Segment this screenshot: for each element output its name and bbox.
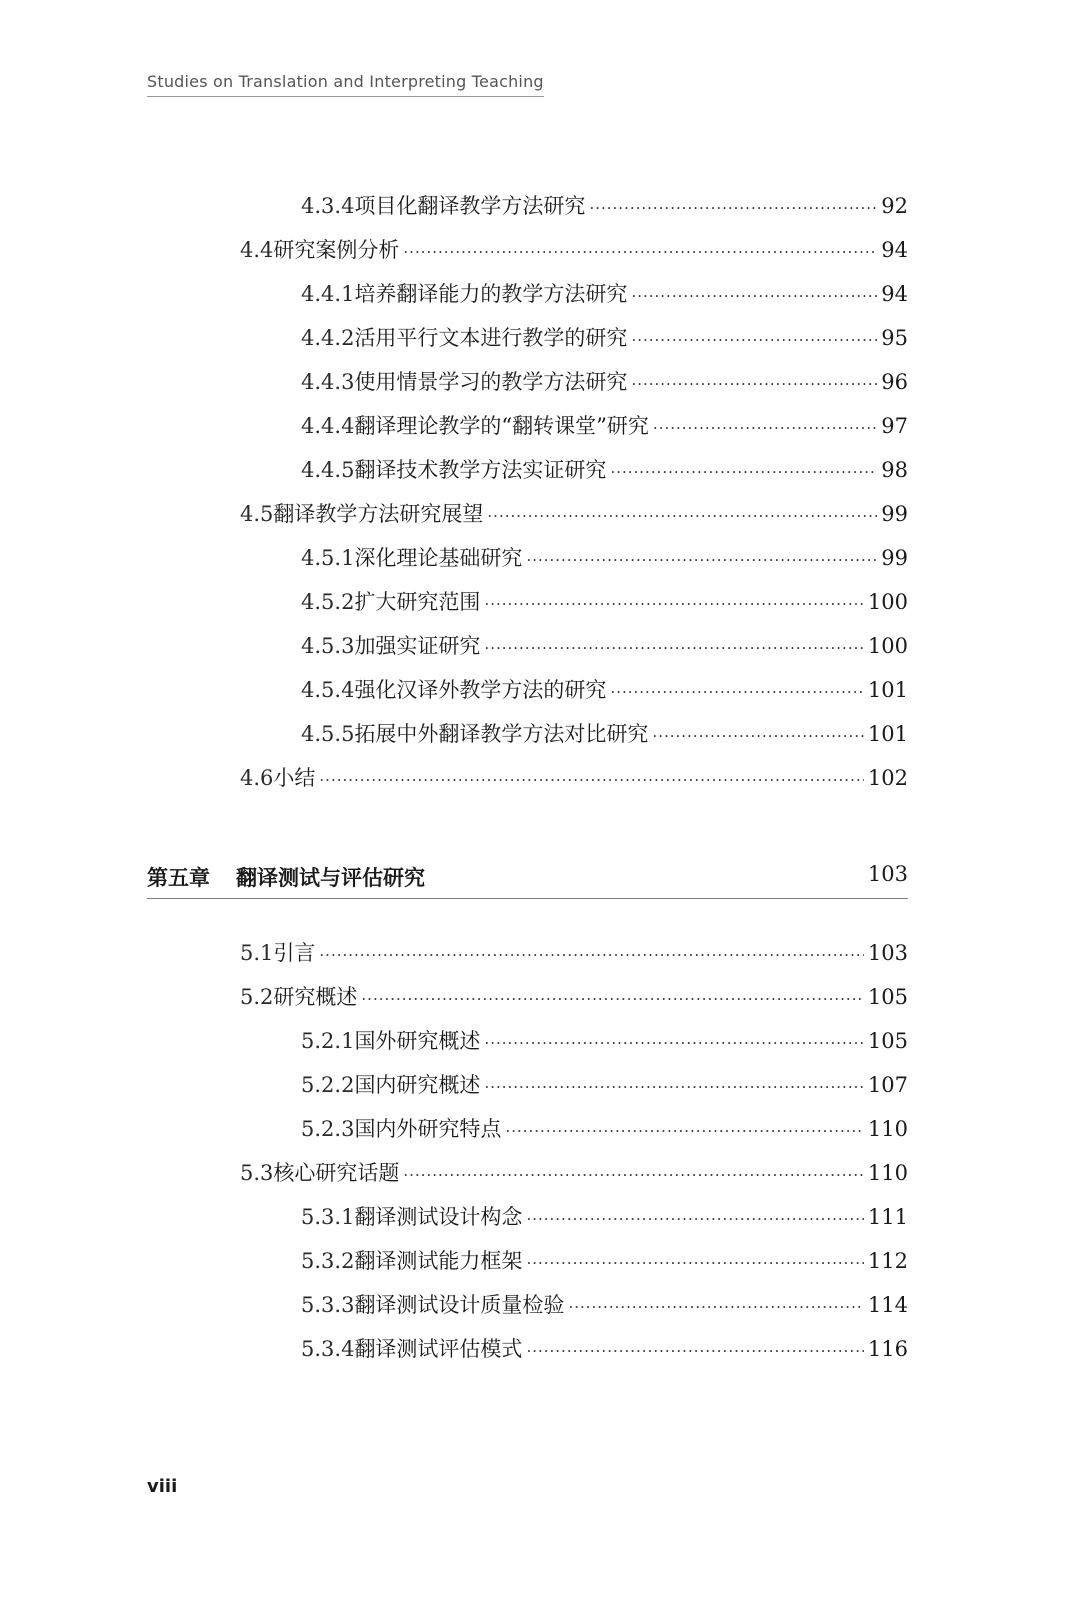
toc-entry[interactable] (301, 191, 908, 221)
toc-entry-page: 112 (867, 1249, 908, 1273)
toc-entry-title: 翻译测试设计质量检验 (354, 1293, 565, 1317)
toc-entry-page: 101 (867, 722, 908, 746)
dot-leader (526, 545, 877, 575)
dot-leader (484, 633, 863, 663)
dot-leader (631, 281, 877, 311)
toc-entry[interactable] (240, 763, 908, 793)
toc-entry[interactable] (301, 1246, 908, 1276)
toc-entry-page: 111 (867, 1205, 908, 1229)
toc-entry-page: 101 (867, 678, 908, 702)
toc-entry-page: 114 (867, 1293, 908, 1317)
toc-entry[interactable] (301, 1290, 908, 1320)
toc-entry-title: 翻译技术教学方法实证研究 (354, 458, 607, 482)
toc-entry-number: 4.4.1 (301, 282, 355, 306)
chapter-heading[interactable] (147, 862, 908, 899)
toc-entry[interactable] (301, 279, 908, 309)
dot-leader (403, 1160, 864, 1190)
toc-entry-number: 5.3 (240, 1161, 274, 1185)
toc-entry-number: 4.6 (240, 766, 274, 790)
toc-entry[interactable] (301, 367, 908, 397)
toc-entry-title: 拓展中外翻译教学方法对比研究 (354, 722, 649, 746)
toc-entry-page: 103 (867, 941, 908, 965)
toc-entry-title: 翻译理论教学的“翻转课堂”研究 (354, 414, 649, 438)
toc-entry[interactable] (301, 1070, 908, 1100)
toc-entry-page: 99 (881, 546, 908, 570)
toc-entry-page: 110 (867, 1161, 908, 1185)
toc-entry-number: 4.5.5 (301, 722, 355, 746)
toc-entry-page: 95 (881, 326, 908, 350)
toc-entry-number: 5.3.1 (301, 1205, 355, 1229)
toc-entry-title: 培养翻译能力的教学方法研究 (354, 282, 628, 306)
toc-entry-number: 5.2 (240, 985, 274, 1009)
toc-entry-title: 小结 (273, 766, 316, 790)
toc-entry-number: 5.1 (240, 941, 274, 965)
toc-entry-page: 99 (881, 502, 908, 526)
toc-entry-number: 5.2.2 (301, 1073, 355, 1097)
dot-leader (610, 677, 863, 707)
toc-entry-title: 强化汉译外教学方法的研究 (354, 678, 607, 702)
dot-leader (505, 1116, 863, 1146)
dot-leader (610, 457, 877, 487)
dot-leader (631, 369, 877, 399)
dot-leader (526, 1248, 863, 1278)
toc-entry-number: 4.5 (240, 502, 274, 526)
toc-entry-title: 使用情景学习的教学方法研究 (354, 370, 628, 394)
toc-entry[interactable] (301, 411, 908, 441)
toc-entry[interactable] (240, 1158, 908, 1188)
toc-entry-title: 国外研究概述 (354, 1029, 481, 1053)
dot-leader (484, 1072, 863, 1102)
toc-entry-title: 活用平行文本进行教学的研究 (354, 326, 628, 350)
toc-entry-page: 116 (867, 1337, 908, 1361)
toc-entry-page: 107 (867, 1073, 908, 1097)
toc-entry-number: 4.5.2 (301, 590, 355, 614)
toc-entry[interactable] (301, 1202, 908, 1232)
toc-entry-number: 4.3.4 (301, 194, 355, 218)
chapter-title: 翻译测试与评估研究 (236, 866, 425, 890)
dot-leader (484, 589, 863, 619)
toc-entry-number: 4.5.1 (301, 546, 355, 570)
toc-entry-number: 4.4.2 (301, 326, 355, 350)
toc-entry[interactable] (240, 938, 908, 968)
toc-entry-number: 4.4 (240, 238, 274, 262)
dot-leader (589, 193, 877, 223)
toc-entry-title: 扩大研究范围 (354, 590, 481, 614)
toc-entry[interactable] (301, 455, 908, 485)
toc-entry-title: 翻译测试评估模式 (354, 1337, 523, 1361)
dot-leader (361, 984, 864, 1014)
toc-entry-page: 102 (867, 766, 908, 790)
dot-leader (631, 325, 877, 355)
toc-entry[interactable] (301, 631, 908, 661)
toc-entry-title: 加强实证研究 (354, 634, 481, 658)
dot-leader (526, 1204, 863, 1234)
toc-entry[interactable] (301, 543, 908, 573)
toc-entry[interactable] (301, 675, 908, 705)
toc-entry[interactable] (301, 587, 908, 617)
dot-leader (526, 1336, 863, 1366)
toc-entry-number: 5.3.3 (301, 1293, 355, 1317)
dot-leader (487, 501, 877, 531)
toc-entry-title: 国内外研究特点 (354, 1117, 502, 1141)
toc-entry-number: 4.5.3 (301, 634, 355, 658)
toc-entry-page: 105 (867, 985, 908, 1009)
toc-entry-number: 4.5.4 (301, 678, 355, 702)
toc-entry-title: 核心研究话题 (273, 1161, 400, 1185)
dot-leader (652, 721, 863, 751)
page-folio: viii (147, 1476, 178, 1497)
toc-entry-page: 94 (881, 282, 908, 306)
dot-leader (319, 765, 864, 795)
dot-leader (319, 940, 864, 970)
chapter-label: 第五章 (147, 866, 210, 890)
toc-entry-number: 4.4.4 (301, 414, 355, 438)
toc-entry[interactable] (301, 1334, 908, 1364)
toc-entry-title: 研究概述 (273, 985, 358, 1009)
toc-entry[interactable] (301, 719, 908, 749)
toc-entry-title: 引言 (273, 941, 316, 965)
dot-leader (484, 1028, 863, 1058)
toc-entry-number: 5.2.3 (301, 1117, 355, 1141)
toc-entry-title: 翻译教学方法研究展望 (273, 502, 484, 526)
chapter-page: 103 (867, 862, 908, 886)
toc-entry[interactable] (301, 323, 908, 353)
dot-leader (568, 1292, 863, 1322)
dot-leader (403, 237, 877, 267)
toc-entry-number: 5.2.1 (301, 1029, 355, 1053)
toc-entry-page: 96 (881, 370, 908, 394)
toc-entry-title: 国内研究概述 (354, 1073, 481, 1097)
toc-entry[interactable] (240, 499, 908, 529)
toc-entry-page: 98 (881, 458, 908, 482)
toc-entry-title: 翻译测试设计构念 (354, 1205, 523, 1229)
toc-entry-page: 100 (867, 634, 908, 658)
running-head: Studies on Translation and Interpreting Teaching (147, 72, 544, 97)
toc-entry-number: 5.3.4 (301, 1337, 355, 1361)
toc-entry[interactable] (301, 1114, 908, 1144)
toc-entry-title: 项目化翻译教学方法研究 (354, 194, 586, 218)
toc-entry[interactable] (301, 1026, 908, 1056)
dot-leader (653, 413, 877, 443)
toc-entry-page: 110 (867, 1117, 908, 1141)
toc-entry-page: 105 (867, 1029, 908, 1053)
toc-entry-page: 92 (881, 194, 908, 218)
toc-entry-title: 深化理论基础研究 (354, 546, 523, 570)
toc-entry[interactable] (240, 982, 908, 1012)
toc-entry-title: 翻译测试能力框架 (354, 1249, 523, 1273)
toc-entry-title: 研究案例分析 (273, 238, 400, 262)
toc-entry-number: 4.4.3 (301, 370, 355, 394)
toc-entry-page: 100 (867, 590, 908, 614)
toc-entry[interactable] (240, 235, 908, 265)
toc-entry-page: 94 (881, 238, 908, 262)
toc-entry-number: 4.4.5 (301, 458, 355, 482)
toc-entry-number: 5.3.2 (301, 1249, 355, 1273)
toc-entry-page: 97 (881, 414, 908, 438)
